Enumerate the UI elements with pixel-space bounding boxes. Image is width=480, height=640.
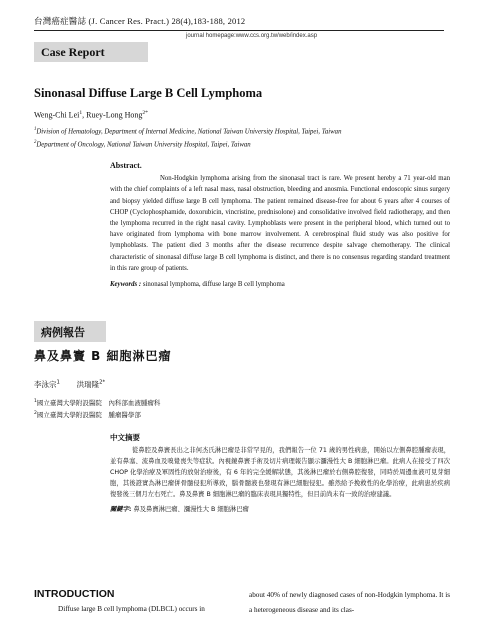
article-title-cn: 鼻及鼻竇 B 細胞淋巴瘤 — [34, 349, 172, 363]
author-affil-mark: 1 — [79, 110, 83, 116]
affiliation-text: Department of Oncology, National Taiwan University Hospital, Taipei, Taiwan — [36, 141, 251, 149]
affiliation-line-cn — [34, 398, 160, 407]
author-line-cn — [34, 379, 105, 390]
affiliation-number: 1 — [34, 398, 37, 404]
affiliation-line — [34, 140, 251, 148]
affiliation-text-cn: 國立臺灣大學附設醫院 內科部血液腫瘤科 — [36, 399, 161, 407]
abstract-heading-cn: 中文摘要 — [110, 433, 140, 442]
keywords-label: Keywords : — [110, 281, 142, 289]
introduction-left-column: Diffuse large B cell lymphoma (DLBCL) occurs in — [58, 605, 205, 613]
author-name: Ruey-Long Hong — [86, 110, 143, 120]
running-head: 台灣癌症醫誌 (J. Cancer Res. Pract.) 28(4),183-188, 2012 — [34, 16, 246, 26]
author-name: Weng-Chi Lei — [34, 110, 80, 120]
abstract-section-cn — [110, 432, 450, 515]
keywords-line-cn: 關鍵字: 鼻及鼻竇淋巴瘤、瀰漫性大 B 細胞淋巴瘤 — [110, 506, 249, 513]
journal-homepage: journal homepage:www.ccs.org.tw/web/index.asp — [186, 33, 318, 39]
author-name-cn: 李泳宗 — [34, 380, 57, 389]
keywords-line — [110, 279, 450, 290]
section-label-case-report: Case Report — [34, 42, 148, 62]
header-rule — [34, 30, 444, 31]
abstract-section — [110, 160, 450, 290]
author-affil-mark: 2 — [99, 379, 103, 386]
affiliation-text: Division of Hematology, Department of Internal Medicine, National Taiwan University Hospital, Taipei, Taiwan — [36, 128, 342, 136]
corresponding-author-mark: * — [102, 379, 106, 386]
introduction-right-column: about 40% of newly diagnosed cases of non-Hodgkin lymphoma. It is a heterogeneous disease and its clas- — [249, 591, 451, 614]
author-line — [34, 110, 148, 120]
keywords-text: sinonasal lymphoma, diffuse large B cell lymphoma — [142, 281, 285, 289]
affiliation-number: 2 — [34, 140, 37, 145]
affiliation-number: 1 — [34, 127, 37, 132]
abstract-heading: Abstract. — [110, 161, 142, 170]
author-affil-mark: 1 — [56, 379, 60, 386]
affiliation-line — [34, 127, 341, 135]
affiliation-number: 2 — [34, 410, 37, 416]
abstract-body-cn: 從鼻腔及鼻竇長出之非何杰氏淋巴瘤是非常罕見的，我們報告一位 71 歲的男性病患，開始以左側鼻腔腫瘤表現，並有鼻塞、流鼻血及嗅覺喪失等症狀。內視鏡鼻竇手術及切片病理報告顯示瀰漫性大 B 細胞淋巴瘤。此病人在接受了四次 CHOP 化學治療及軍固性的放射治療後，有 6 年的完全緩解狀態，其後淋巴瘤於右側鼻腔復發，同時於周邊血液可見芽細胞，其後證實為淋巴瘤併骨髓侵犯所導致，腦骨髓液也發現有淋巴細胞侵犯。雖然給予挽救性的化學治療，此病患於疾病復發後三個月左右死亡。鼻及鼻竇 B 細胞淋巴瘤的臨床表現具獨特性，但目前尚未有一致的治療建議。 — [110, 447, 450, 498]
affiliation-line-cn — [34, 410, 141, 419]
author-separator: , — [82, 110, 87, 120]
keywords-label-cn: 關鍵字 — [110, 506, 129, 513]
section-label-case-report-cn: 病例報告 — [34, 321, 106, 342]
abstract-body: Non-Hodgkin lymphoma arising from the sinonasal tract is rare. We present hereby a 71 year-old man with the chief complaints of a left nasal mass, nasal obstruction, bleeding and anosmia. Functional endoscopic sinus surgery and biopsy yielded diffuse large B cell lymphoma. The patient remained disease-free for about 6 years after 4 courses of CHOP (Cyclophosphamide, doxorubicin, vincristine, prednisolone) and consolidative involved field radiotherapy, and then the lymphoma recurred in the right nasal cavity. Lymphoblasts were present in the peripheral blood, which turned out to have originated from lymphoma with bone marrow involvement. A cerebrospinal fluid study was also positive for lymphoblasts. The patient died 3 months after the disease recurrence despite salvage chemotherapy. The clinical characteristic of sinonasal diffuse large B cell lymphoma is distinct, and there is no consensus regarding standard treatment in this rare group of patients. — [110, 175, 450, 272]
affiliation-text-cn: 國立臺灣大學附設醫院 腫瘤醫學部 — [36, 411, 141, 419]
keywords-text-cn: 鼻及鼻竇淋巴瘤、瀰漫性大 B 細胞淋巴瘤 — [133, 506, 249, 513]
article-title: Sinonasal Diffuse Large B Cell Lymphoma — [34, 86, 263, 100]
author-affil-mark: 2 — [142, 110, 146, 116]
corresponding-author-mark: * — [145, 110, 148, 116]
author-name-cn: 洪瑞隆 — [76, 380, 100, 389]
introduction-heading: INTRODUCTION — [34, 588, 115, 600]
